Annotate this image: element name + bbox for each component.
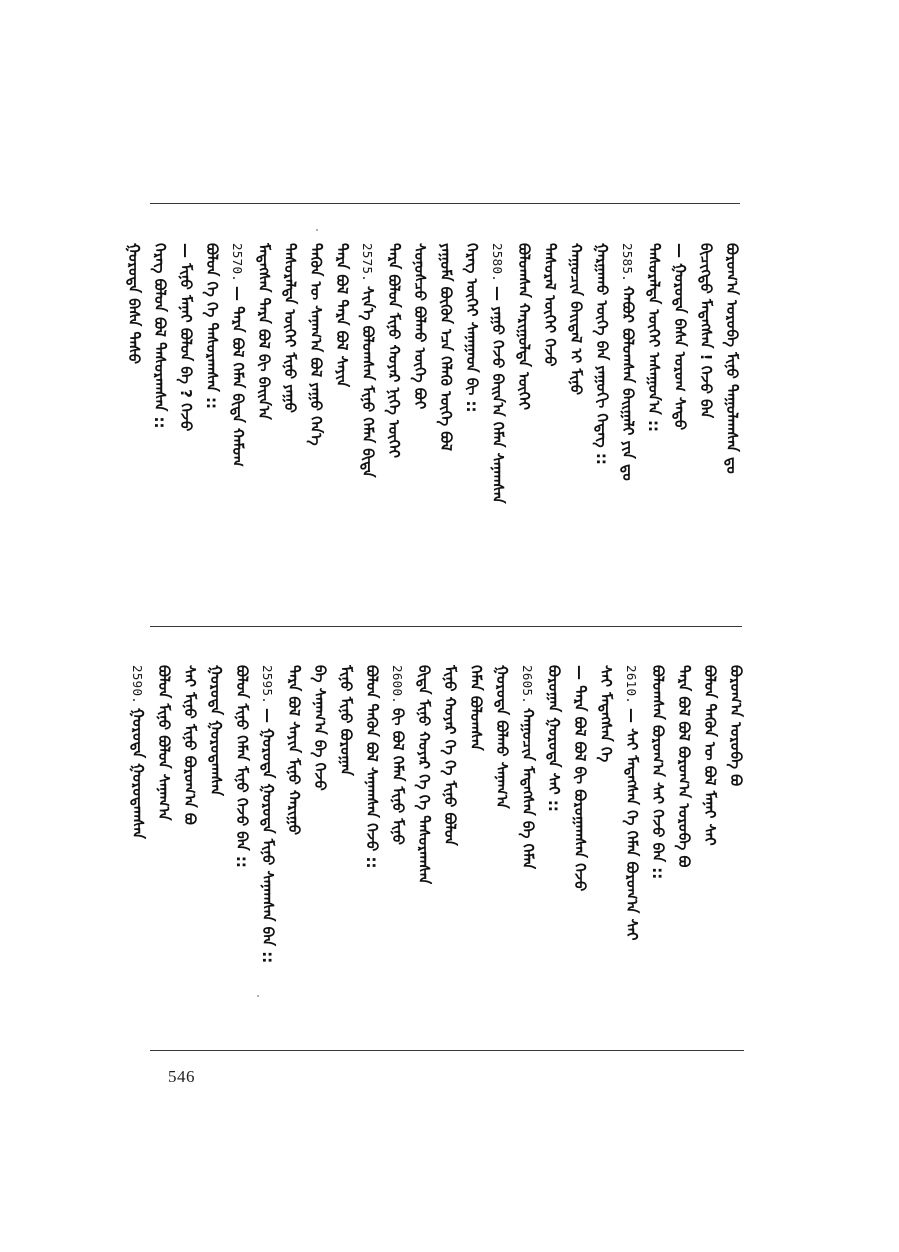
verse-line <box>362 665 381 868</box>
verse-text: ᠭᠣᠷᠣᠳᠠ ᠭᠣᠷᠣᠳᠠᠭᠰᠠᠨ <box>129 708 147 840</box>
verse-text: — ᠭᠣᠷᠣᠳᠠ ᠭᠣᠷᠣᠳᠠ ᠮᠢᠨᠦ ᠰᠠᠨᠠᠭᠰᠠᠨ ᠪᠠᠨ :: <box>259 708 277 964</box>
verse-line <box>722 243 741 474</box>
verse-text: ᠲᠠᠰᠤᠷᠠᠯ ᠦᠭᠡᠢ ᠭᠡᠵᠦ <box>541 243 559 367</box>
verse-text: ᠪᠣᠷᠣᠭ᠎ᠠ ᠣᠷᠣᠪᠠ ᠪᠤ <box>727 665 745 787</box>
verse-text: ᠬᠠᠭᠤᠴᠢᠨ ᠪᠠᠢᠳᠠᠯ ᠢ ᠮᠢᠨᠦ <box>567 243 585 396</box>
verse-line <box>254 243 273 420</box>
verse-text: ᠮᠡᠳᠡᠭᠰᠡᠨ ᠲᠡᠷᠡ ᠪᠣᠯ ᠪᠢ ᠪᠠᠢᠨ᠎ᠠ <box>255 243 273 420</box>
line-number: 2580. <box>490 243 505 283</box>
verse-line <box>258 665 277 963</box>
verse-line <box>596 665 615 762</box>
verse-text: ᠪᠣᠯᠣᠨ ᠲᠡᠭᠦᠨ ᠪᠣᠯ ᠰᠠᠨᠠᠭᠰᠠᠨ ᠭᠡᠵᠦ :: <box>363 665 381 869</box>
verse-line <box>128 665 147 839</box>
verse-text: ᠪᠢᠴᠢᠭ᠌ᠲᠦ ᠮᠡᠳᠡᠭᠰᠡᠨ ! ᠭᠡᠵᠦ ᠪᠡᠨ <box>697 243 715 419</box>
verse-line <box>462 243 481 412</box>
upper-verse-block <box>124 243 741 504</box>
verse-line <box>154 665 173 821</box>
verse-text: — ᠶᠠᠭᠤ ᠭᠡᠵᠦ ᠪᠠᠢᠨ᠎ᠠ ᠬᠡᠮᠡᠨ ᠰᠠᠨᠠᠭᠰᠠᠨ <box>489 286 507 504</box>
verse-line <box>674 665 693 867</box>
verse-line <box>232 665 251 868</box>
verse-text: ᠬᠡᠮᠡᠨ ᠪᠣᠯᠣᠭᠰᠠᠨ <box>467 665 485 751</box>
verse-line <box>436 243 455 451</box>
verse-text: ᠭᠣᠷᠣᠳᠠ ᠪᠠᠰᠠ ᠲᠠᠰᠤ <box>125 243 143 365</box>
verse-line <box>670 243 689 430</box>
verse-text: ᠬᠠᠭᠤᠴᠢᠨ ᠮᠡᠳᠡᠭᠰᠡᠨ ᠪᠠ ᠬᠡᠮᠡᠨ <box>519 708 537 870</box>
verse-line <box>414 665 433 884</box>
verse-text: ᠪᠣᠯᠣᠨ ᠲᠡᠭᠦᠨ ᠦ ᠪᠣᠯ ᠮᠠᠨᠠᠢ ᠰᠠᠢ <box>701 665 719 846</box>
verse-text: — ᠲᠡᠷᠡ ᠪᠣᠯ ᠬᠡᠮᠡᠨ ᠪᠢᠳᠡ ᠬᠠᠮᠤᠭ <box>229 286 247 467</box>
top-rule <box>150 203 740 204</box>
verse-line <box>384 243 403 458</box>
verse-line <box>466 665 485 751</box>
scan-speck <box>257 995 259 997</box>
verse-line <box>700 665 719 846</box>
verse-text: ᠪᠣᠯᠤᠨ ᠭᠡ ᠬᠡ ᠲᠠᠰᠤᠷᠠᠭᠰᠠᠨ :: <box>203 243 221 409</box>
verse-line <box>202 243 221 409</box>
verse-line <box>388 665 407 845</box>
verse-text: ᠲᠡᠷᠡ ᠪᠣᠯ ᠲᠡᠷᠡ ᠪᠣᠯ ᠰᠠᠶᠢᠨ <box>333 243 351 388</box>
verse-line <box>228 243 247 467</box>
verse-line <box>644 243 663 432</box>
line-number: 2570. <box>230 243 245 283</box>
verse-line <box>566 243 585 395</box>
verse-text: ᠲᠡᠭᠦᠨ ᠦ ᠰᠠᠨᠠᠭ᠎ᠠ ᠪᠣᠯ ᠶᠠᠭᠤ ᠭᠡᠨ᠎ᠡ <box>307 243 325 446</box>
verse-text: ᠮᠢᠨᠦ ᠬᠣᠶᠠᠷ ᠭᠡ ᠬᠡ ᠮᠢᠨᠦ ᠪᠣᠯᠤᠨ <box>441 665 459 846</box>
line-number: 2605. <box>520 665 535 705</box>
verse-line <box>488 243 507 504</box>
verse-line <box>206 665 225 796</box>
verse-line <box>648 665 667 879</box>
verse-line <box>176 243 195 431</box>
verse-text: ᠪᠣᠷᠣᠭᠠᠨ ᠭᠣᠷᠣᠳᠠ ᠰᠠᠢ :: <box>545 665 563 812</box>
verse-text: ᠬᠡᠷᠡᠭ ᠦᠭᠡᠢ ᠰᠠᠨᠠᠭᠠᠳ ᠪᠢ :: <box>463 243 481 413</box>
verse-text: ᠰᠠᠢ ᠮᠢᠨᠦ ᠮᠢᠨᠦ ᠪᠣᠷᠣᠭ᠎ᠠ ᠪᠤ <box>181 665 199 825</box>
verse-text: ᠰᠠᠢ ᠮᠡᠳᠡᠭᠰᠡᠨ ᠭᠡ <box>597 665 615 763</box>
verse-line <box>336 665 355 776</box>
verse-text: — ᠲᠡᠷᠡ ᠪᠣᠯ ᠪᠣᠯ ᠪᠢ ᠪᠣᠷᠣᠭᠠᠭᠰᠠᠨ ᠭᠡᠵᠦ <box>571 665 589 892</box>
verse-text: ᠲᠠᠰᠤᠷᠠᠯᠲᠠ ᠦᠭᠡᠢ ᠠᠰᠠᠭᠤᠨ᠎ᠠ :: <box>645 243 663 432</box>
verse-text: ᠪᠣᠯᠣᠭᠰᠠᠨ ᠪᠣᠷᠣᠭ᠎ᠠ ᠰᠠᠢ ᠭᠡᠵᠦ ᠪᠡᠨ :: <box>649 665 667 880</box>
verse-text: ᠰᠣᠨᠣᠰᠴᠤ ᠪᠣᠯᠬᠤ ᠦᠭᠡ ᠪᠤᠢ <box>411 243 429 410</box>
page-number: 546 <box>168 1067 195 1086</box>
verse-line <box>726 665 745 786</box>
verse-text: ᠪᠣᠯᠣᠨ ᠮᠢᠨᠦ ᠬᠡᠮᠡᠨ ᠮᠢᠨᠦ ᠭᠡᠵᠦ ᠪᠠᠨ :: <box>233 665 251 868</box>
verse-line <box>410 243 429 409</box>
verse-text: ᠲᠡᠷᠡ ᠪᠣᠯ ᠰᠠᠶᠢᠨ ᠮᠢᠨᠦ ᠬᠠᠷᠢᠭᠤ <box>285 665 303 835</box>
verse-line <box>540 243 559 367</box>
lower-verse-block <box>128 665 745 963</box>
verse-line <box>284 665 303 835</box>
verse-text: ᠬᠡᠷᠡᠭ ᠪᠣᠯᠣᠨ ᠪᠣᠯ ᠲᠠᠰᠤᠷᠠᠭᠰᠠᠨ :: <box>151 243 169 429</box>
verse-text: — ᠭᠣᠷᠣᠳᠠ ᠪᠠᠰᠠ ᠤᠷᠤᠭ ᠰᠠᠳᠤ <box>671 243 689 431</box>
verse-text: — ᠮᠢᠨᠦ ᠮᠠᠨᠠᠢ ᠪᠣᠯᠤᠨ ᠪᠠ ? ᠭᠡᠵᠦ <box>177 243 195 432</box>
verse-text: ᠲᠡᠷᠡ ᠪᠣᠯᠣᠨ ᠮᠢᠨᠦ ᠬᠣᠶᠠᠷ ᠨᠢᠭᠡ ᠦᠭᠡᠢ <box>385 243 403 458</box>
verse-text: ᠭᠣᠷᠣᠳᠠ ᠪᠣᠯᠬᠤ ᠰᠠᠨᠠᠭ᠎ᠠ <box>493 665 511 809</box>
verse-text: ᠪᠣᠷᠣᠭ᠎ᠠ ᠣᠷᠣᠪᠠ ᠮᠢᠨᠦ ᠳᠠᠭᠤᠯᠠᠭᠰᠠᠨ ᠳᠤ <box>723 243 741 474</box>
verse-line <box>618 243 637 481</box>
scan-speck <box>316 229 318 231</box>
verse-text: ᠪᠣᠯᠣᠨ ᠮᠢᠨᠦ ᠪᠣᠯᠣᠨ ᠰᠠᠨᠠᠭ᠎ᠠ <box>155 665 173 821</box>
verse-line <box>492 665 511 809</box>
verse-text: ᠲᠠᠰᠤᠷᠠᠯᠲᠠ ᠦᠭᠡᠢ ᠮᠢᠨᠦ ᠶᠠᠭᠤ <box>281 243 299 413</box>
verse-text: ᠬᠠᠪᠤᠷ ᠪᠣᠯᠣᠭᠰᠠᠨ ᠪᠠᠢᠭᠠᠯᠢ ᠶᠢᠨ ᠳᠤ <box>619 286 637 481</box>
verse-text: ᠲᠡᠷᠡ ᠪᠣᠯ ᠪᠣᠯ ᠪᠣᠷᠣᠭ᠎ᠠ ᠣᠷᠣᠪᠠ ᠪᠤ <box>675 665 693 868</box>
verse-line <box>310 665 329 791</box>
line-number: 2595. <box>260 665 275 705</box>
verse-text: ᠶᠠᠭᠤᠮᠠ ᠪᠦᠬᠦᠨ ᠡᠴᠡ ᠬᠡᠯᠡᠬᠦ ᠦᠭᠡ ᠪᠣᠯ <box>437 243 455 452</box>
line-number: 2590. <box>130 665 145 705</box>
line-number: 2575. <box>360 243 375 283</box>
verse-line <box>622 665 641 941</box>
line-number: 2585. <box>620 243 635 283</box>
verse-line <box>280 243 299 413</box>
verse-text: ᠭᠠᠷᠭᠠᠬᠤ ᠦᠭᠡ ᠪᠡᠨ ᠶᠠᠭᠤᠬᠢ ᠭᠡᠳᠡᠭ :: <box>593 243 611 465</box>
verse-line <box>332 243 351 387</box>
verse-text: ᠪᠠ ᠰᠠᠨᠠᠭ᠎ᠠ ᠪᠠ ᠭᠡᠵᠦ <box>311 665 329 791</box>
verse-line <box>592 243 611 465</box>
bottom-rule <box>150 1050 744 1051</box>
verse-line <box>306 243 325 446</box>
verse-line <box>514 243 533 410</box>
verse-line <box>358 243 377 478</box>
verse-line <box>570 665 589 891</box>
line-number: 2600. <box>390 665 405 705</box>
verse-line <box>150 243 169 428</box>
verse-line <box>440 665 459 846</box>
verse-line <box>544 665 563 812</box>
verse-line <box>124 243 143 364</box>
verse-line <box>180 665 199 825</box>
verse-line <box>518 665 537 869</box>
verse-text: ᠮᠢᠨᠦ ᠮᠢᠨᠦ ᠪᠣᠷᠣᠭᠠᠨ <box>337 665 355 776</box>
verse-text: ᠪᠢᠳᠡ ᠮᠢᠨᠦ ᠬᠣᠶᠠᠷ ᠭᠡ ᠬᠡ ᠲᠠᠰᠤᠷᠠᠭᠰᠠᠨ <box>415 665 433 885</box>
verse-text: ᠰᠢᠨ᠎ᠡ ᠪᠣᠯᠣᠭᠰᠠᠨ ᠮᠢᠨᠦ ᠬᠡᠮᠡᠨ ᠪᠢᠳᠡ <box>359 286 377 478</box>
verse-text: — ᠰᠠᠢ ᠮᠡᠳᠡᠭᠰᠡᠨ ᠭᠡ ᠬᠡᠮᠡᠨ ᠪᠣᠷᠣᠭ᠎ᠠ ᠰᠠᠢ <box>623 708 641 941</box>
verse-line <box>696 243 715 418</box>
middle-rule <box>150 626 742 627</box>
verse-text: ᠭᠣᠷᠣᠳᠠ ᠭᠣᠷᠣᠳᠠᠭᠰᠠᠨ <box>207 665 225 797</box>
verse-text: ᠪᠣᠯᠣᠭᠰᠠᠨ ᠬᠠᠷᠢᠭᠤᠯᠲᠠ ᠦᠭᠡᠢ <box>515 243 533 410</box>
verse-text: ᠪᠢ ᠪᠣᠯ ᠬᠡᠮᠡᠨ ᠮᠢᠨᠦ ᠮᠢᠨᠦ <box>389 708 407 846</box>
line-number: 2610. <box>624 665 639 705</box>
